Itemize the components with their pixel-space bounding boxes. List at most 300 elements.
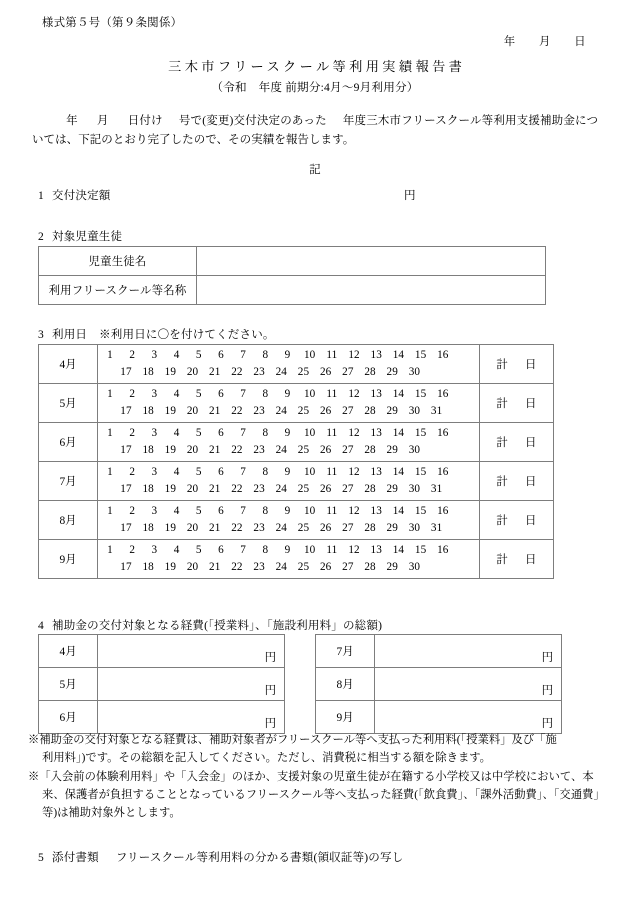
calendar-day-row-first xyxy=(103,464,474,481)
calendar-day-row-first xyxy=(103,347,474,364)
day-number[interactable]: 8 xyxy=(262,544,269,556)
day-number[interactable]: 12 xyxy=(348,349,360,361)
expense-amount-cell[interactable] xyxy=(375,635,562,668)
day-number[interactable]: 7 xyxy=(240,544,246,556)
day-number[interactable]: 15 xyxy=(414,349,427,361)
table-row xyxy=(39,635,285,668)
calendar-total-cell[interactable] xyxy=(480,540,554,579)
day-number[interactable]: 15 xyxy=(414,505,427,517)
note-2-line-1: ※「入会前の体験利用料」や「入会金」のほか、支援対象の児童生徒が在籍する小学校又は中学校において、本 xyxy=(28,770,594,783)
student-row-label: 利用フリースクール等名称 xyxy=(39,276,197,305)
calendar-month-label: 8月 xyxy=(39,501,98,540)
day-number[interactable]: 3 xyxy=(151,505,158,517)
section-2-label: 対象児童生徒 xyxy=(52,231,123,243)
day-number[interactable]: 2 xyxy=(129,544,136,556)
calendar-day-row-second xyxy=(103,559,474,576)
day-number[interactable]: 13 xyxy=(370,466,382,478)
day-number[interactable]: 4 xyxy=(173,388,180,400)
day-number[interactable]: 8 xyxy=(262,505,269,517)
day-number[interactable]: 12 xyxy=(348,505,360,517)
expense-amount-cell[interactable] xyxy=(98,668,285,701)
calendar-total-cell[interactable] xyxy=(480,501,554,540)
table-row xyxy=(39,501,554,540)
note-2 xyxy=(28,768,606,823)
section-3-label: 利用日 xyxy=(52,329,88,341)
calendar-total-cell[interactable] xyxy=(480,384,554,423)
day-number[interactable]: 28 xyxy=(364,365,376,378)
day-number[interactable]: 23 xyxy=(253,404,265,417)
calendar-day-cells[interactable] xyxy=(98,540,480,579)
day-number[interactable]: 26 xyxy=(319,482,332,495)
day-number[interactable]: 27 xyxy=(342,482,354,495)
day-number[interactable]: 14 xyxy=(392,505,405,517)
day-number[interactable]: 29 xyxy=(386,560,398,573)
expense-right-body xyxy=(316,635,562,734)
day-number[interactable]: 24 xyxy=(275,404,287,417)
day-number[interactable]: 15 xyxy=(414,427,427,439)
calendar-day-row-second xyxy=(103,364,474,381)
section-3-note: ※利用日に〇を付けてください。 xyxy=(99,329,275,341)
day-number[interactable]: 25 xyxy=(297,560,310,573)
day-number[interactable]: 5 xyxy=(195,349,202,361)
day-number[interactable]: 2 xyxy=(129,349,136,361)
day-number[interactable]: 14 xyxy=(392,466,405,478)
section-1-unit: 円 xyxy=(404,190,416,202)
day-number[interactable]: 16 xyxy=(437,349,449,361)
day-number[interactable]: 31 xyxy=(430,482,443,495)
day-number[interactable]: 28 xyxy=(364,560,376,573)
day-number[interactable]: 1 xyxy=(107,388,113,400)
day-number[interactable]: 30 xyxy=(408,560,421,573)
intro-month: 月 xyxy=(96,115,109,127)
total-label: 計 xyxy=(496,515,508,527)
day-number[interactable]: 19 xyxy=(164,443,177,456)
day-number[interactable]: 26 xyxy=(319,404,332,417)
day-number[interactable]: 10 xyxy=(303,388,316,400)
table-row xyxy=(39,668,285,701)
day-number[interactable]: 27 xyxy=(342,560,354,573)
day-unit-label: 日 xyxy=(525,554,537,566)
day-number[interactable]: 11 xyxy=(326,388,338,400)
day-number[interactable]: 2 xyxy=(129,427,136,439)
day-number[interactable]: 21 xyxy=(209,521,221,534)
student-row-label: 児童生徒名 xyxy=(39,247,197,276)
total-label: 計 xyxy=(496,476,508,488)
total-label: 計 xyxy=(496,398,508,410)
section-1-heading xyxy=(38,187,111,203)
day-number[interactable]: 12 xyxy=(348,466,360,478)
calendar-total-cell[interactable] xyxy=(480,423,554,462)
date-month-label: 月 xyxy=(539,36,551,48)
day-number[interactable]: 28 xyxy=(364,482,376,495)
expense-table-left xyxy=(38,634,285,734)
day-number[interactable]: 4 xyxy=(173,427,180,439)
section-4-label: 補助金の交付対象となる経費(「授業料」、「施設利用料」の総額) xyxy=(52,620,383,632)
calendar-day-row-first xyxy=(103,542,474,559)
day-number[interactable]: 3 xyxy=(151,388,158,400)
expense-month-label: 8月 xyxy=(316,668,375,701)
section-2-heading xyxy=(38,228,122,244)
section-5-number: 5 xyxy=(38,852,44,864)
document-title: 三木市フリースクール等利用実績報告書 xyxy=(168,59,466,74)
currency-unit-label: 円 xyxy=(264,685,276,697)
currency-unit-label: 円 xyxy=(541,685,553,697)
day-number[interactable]: 5 xyxy=(195,505,202,517)
expense-month-label: 4月 xyxy=(39,635,98,668)
day-number[interactable]: 30 xyxy=(408,365,421,378)
calendar-month-label: 7月 xyxy=(39,462,98,501)
day-number[interactable]: 12 xyxy=(348,388,360,400)
calendar-total-cell[interactable] xyxy=(480,462,554,501)
calendar-day-row-second xyxy=(103,403,474,420)
day-number[interactable]: 7 xyxy=(240,505,246,517)
day-number[interactable]: 11 xyxy=(326,349,338,361)
day-number[interactable]: 2 xyxy=(129,466,136,478)
day-number[interactable]: 15 xyxy=(414,388,427,400)
expense-amount-cell[interactable] xyxy=(375,668,562,701)
day-number[interactable]: 30 xyxy=(408,404,421,417)
day-number[interactable]: 8 xyxy=(262,388,269,400)
day-number[interactable]: 26 xyxy=(319,521,332,534)
expense-month-label: 6月 xyxy=(39,701,98,734)
day-number[interactable]: 21 xyxy=(209,482,221,495)
day-number[interactable]: 23 xyxy=(253,365,265,378)
section-5-value: フリースクール等利用料の分かる書類(領収証等)の写し xyxy=(115,852,404,864)
day-number[interactable]: 29 xyxy=(386,482,398,495)
calendar-month-label: 5月 xyxy=(39,384,98,423)
calendar-day-cells[interactable] xyxy=(98,345,480,384)
day-number[interactable]: 13 xyxy=(370,427,382,439)
day-number[interactable]: 21 xyxy=(209,365,221,378)
day-number[interactable]: 9 xyxy=(284,544,291,556)
day-number[interactable]: 20 xyxy=(186,482,199,495)
day-number[interactable]: 11 xyxy=(326,505,338,517)
calendar-day-row-first xyxy=(103,386,474,403)
day-number[interactable]: 7 xyxy=(240,466,246,478)
day-number[interactable]: 24 xyxy=(275,443,287,456)
day-number[interactable]: 28 xyxy=(364,404,376,417)
day-number[interactable]: 14 xyxy=(392,544,405,556)
day-unit-label: 日 xyxy=(525,476,537,488)
day-number[interactable]: 17 xyxy=(120,443,132,456)
day-number[interactable]: 29 xyxy=(386,443,398,456)
currency-unit-label: 円 xyxy=(264,652,276,664)
day-number[interactable]: 7 xyxy=(240,388,246,400)
total-label: 計 xyxy=(496,554,508,566)
day-number[interactable]: 23 xyxy=(253,560,265,573)
day-number[interactable]: 23 xyxy=(253,482,265,495)
day-number[interactable]: 12 xyxy=(348,544,360,556)
day-number[interactable]: 17 xyxy=(120,521,132,534)
total-label: 計 xyxy=(496,437,508,449)
currency-unit-label: 円 xyxy=(264,718,276,730)
expense-month-label: 5月 xyxy=(39,668,98,701)
day-number[interactable]: 5 xyxy=(195,427,202,439)
day-number[interactable]: 23 xyxy=(253,443,265,456)
day-number[interactable]: 28 xyxy=(364,443,376,456)
day-number[interactable]: 19 xyxy=(164,482,177,495)
day-unit-label: 日 xyxy=(525,515,537,527)
day-number[interactable]: 17 xyxy=(120,365,132,378)
date-year-label: 年 xyxy=(503,36,516,48)
section-1-label: 交付決定額 xyxy=(52,190,111,202)
section-3-heading xyxy=(38,326,275,342)
day-number[interactable]: 8 xyxy=(262,349,269,361)
day-number[interactable]: 7 xyxy=(240,427,246,439)
day-number[interactable]: 19 xyxy=(164,404,177,417)
day-number[interactable]: 5 xyxy=(195,388,202,400)
intro-day-suffix: 日付け xyxy=(127,115,163,127)
day-number[interactable]: 12 xyxy=(348,427,360,439)
day-number[interactable]: 13 xyxy=(370,544,382,556)
day-number[interactable]: 2 xyxy=(129,388,136,400)
table-row xyxy=(316,701,562,734)
day-unit-label: 日 xyxy=(525,359,537,371)
day-number[interactable]: 30 xyxy=(408,482,421,495)
note-2-line-3: 等)は補助対象外とします。 xyxy=(42,807,181,820)
note-2-line-2: 来、保護者が負担することとなっているフリースクール等へ支払った経費(「飲食費」、「課外活動費」、「交通費」 xyxy=(42,788,605,801)
day-number[interactable]: 1 xyxy=(107,505,113,517)
day-unit-label: 日 xyxy=(525,398,537,410)
day-number[interactable]: 31 xyxy=(430,521,443,534)
day-number[interactable]: 29 xyxy=(386,404,398,417)
day-number[interactable]: 5 xyxy=(195,466,202,478)
day-number[interactable]: 3 xyxy=(151,466,158,478)
day-number[interactable]: 14 xyxy=(392,349,405,361)
day-number[interactable]: 16 xyxy=(437,544,449,556)
day-number[interactable]: 17 xyxy=(120,482,132,495)
day-number[interactable]: 22 xyxy=(231,521,243,534)
day-number[interactable]: 23 xyxy=(253,521,265,534)
day-number[interactable]: 20 xyxy=(186,560,199,573)
day-number[interactable]: 22 xyxy=(231,443,243,456)
day-number[interactable]: 3 xyxy=(151,427,158,439)
day-number[interactable]: 22 xyxy=(231,404,243,417)
day-number[interactable]: 20 xyxy=(186,365,199,378)
day-number[interactable]: 1 xyxy=(107,466,113,478)
day-number[interactable]: 26 xyxy=(319,365,332,378)
day-number[interactable]: 27 xyxy=(342,365,354,378)
expense-amount-cell[interactable] xyxy=(98,701,285,734)
day-number[interactable]: 1 xyxy=(107,349,113,361)
section-1-number: 1 xyxy=(38,190,44,202)
section-4-heading xyxy=(38,617,382,633)
table-row xyxy=(39,276,546,305)
day-number[interactable]: 22 xyxy=(231,482,243,495)
table-row xyxy=(39,345,554,384)
day-number[interactable]: 4 xyxy=(173,544,180,556)
student-row-value[interactable] xyxy=(197,276,546,305)
day-number[interactable]: 14 xyxy=(392,427,405,439)
day-number[interactable]: 9 xyxy=(284,349,291,361)
day-number[interactable]: 22 xyxy=(231,365,243,378)
day-number[interactable]: 6 xyxy=(218,388,224,400)
day-number[interactable]: 24 xyxy=(275,365,287,378)
section-5-label: 添付書類 xyxy=(52,852,99,864)
day-number[interactable]: 17 xyxy=(120,404,132,417)
expense-amount-cell[interactable] xyxy=(98,635,285,668)
expense-amount-cell[interactable] xyxy=(375,701,562,734)
day-number[interactable]: 21 xyxy=(209,443,221,456)
day-number[interactable]: 14 xyxy=(392,388,405,400)
day-number[interactable]: 21 xyxy=(209,404,221,417)
day-number[interactable]: 27 xyxy=(342,404,354,417)
student-row-value[interactable] xyxy=(197,247,546,276)
day-number[interactable]: 27 xyxy=(342,443,354,456)
expense-month-label: 9月 xyxy=(316,701,375,734)
day-number[interactable]: 18 xyxy=(142,560,154,573)
day-number[interactable]: 18 xyxy=(142,482,154,495)
day-number[interactable]: 26 xyxy=(319,443,332,456)
day-number[interactable]: 10 xyxy=(303,427,316,439)
calendar-month-label: 9月 xyxy=(39,540,98,579)
section-3-number: 3 xyxy=(38,329,44,341)
table-row xyxy=(39,423,554,462)
usage-days-table xyxy=(38,344,554,579)
expense-table-right xyxy=(315,634,562,734)
day-number[interactable]: 20 xyxy=(186,404,199,417)
day-number[interactable]: 3 xyxy=(151,349,158,361)
calendar-day-cells[interactable] xyxy=(98,462,480,501)
day-number[interactable]: 17 xyxy=(120,560,132,573)
day-number[interactable]: 6 xyxy=(218,544,224,556)
day-number[interactable]: 18 xyxy=(142,443,154,456)
calendar-month-label: 4月 xyxy=(39,345,98,384)
day-number[interactable]: 10 xyxy=(303,349,316,361)
day-number[interactable]: 30 xyxy=(408,443,421,456)
day-number[interactable]: 20 xyxy=(186,521,199,534)
day-number[interactable]: 25 xyxy=(297,365,310,378)
day-number[interactable]: 22 xyxy=(231,560,243,573)
day-number[interactable]: 18 xyxy=(142,404,154,417)
calendar-day-row-first xyxy=(103,503,474,520)
calendar-day-row-second xyxy=(103,520,474,537)
day-number[interactable]: 7 xyxy=(240,349,246,361)
intro-year: 年 xyxy=(66,115,78,127)
day-number[interactable]: 8 xyxy=(262,427,269,439)
table-row xyxy=(39,462,554,501)
total-label: 計 xyxy=(496,359,508,371)
day-number[interactable]: 13 xyxy=(370,388,382,400)
calendar-month-label: 6月 xyxy=(39,423,98,462)
day-number[interactable]: 6 xyxy=(218,427,224,439)
day-number[interactable]: 11 xyxy=(326,427,338,439)
calendar-day-row-second xyxy=(103,442,474,459)
day-number[interactable]: 15 xyxy=(414,466,427,478)
day-number[interactable]: 19 xyxy=(164,365,177,378)
day-number[interactable]: 5 xyxy=(195,544,202,556)
document-subtitle: （令和 年度 前期分:4月～9月利用分） xyxy=(211,81,419,94)
day-number[interactable]: 19 xyxy=(164,521,177,534)
day-number[interactable]: 26 xyxy=(319,560,332,573)
day-number[interactable]: 9 xyxy=(284,427,291,439)
intro-number-suffix: 号で(変更)交付決定のあった xyxy=(178,115,327,127)
day-number[interactable]: 19 xyxy=(164,560,177,573)
day-number[interactable]: 16 xyxy=(437,388,449,400)
day-number[interactable]: 4 xyxy=(173,505,180,517)
calendar-day-row-first xyxy=(103,425,474,442)
day-number[interactable]: 6 xyxy=(218,466,224,478)
day-number[interactable]: 24 xyxy=(275,560,287,573)
day-number[interactable]: 11 xyxy=(326,544,338,556)
day-number[interactable]: 11 xyxy=(326,466,338,478)
day-number[interactable]: 27 xyxy=(342,521,354,534)
day-number[interactable]: 28 xyxy=(364,521,376,534)
calendar-day-row-second xyxy=(103,481,474,498)
day-number[interactable]: 16 xyxy=(437,466,449,478)
day-number[interactable]: 1 xyxy=(107,427,113,439)
expense-left-body xyxy=(39,635,285,734)
day-number[interactable]: 24 xyxy=(275,521,287,534)
intro-paragraph xyxy=(32,112,598,150)
date-day-label: 日 xyxy=(574,36,586,48)
section-4-number: 4 xyxy=(38,620,44,632)
day-number[interactable]: 18 xyxy=(142,365,154,378)
form-number: 様式第５号（第９条関係） xyxy=(42,17,183,29)
expense-month-label: 7月 xyxy=(316,635,375,668)
day-number[interactable]: 4 xyxy=(173,349,180,361)
currency-unit-label: 円 xyxy=(541,718,553,730)
day-number[interactable]: 31 xyxy=(430,404,443,417)
day-number[interactable]: 25 xyxy=(297,482,310,495)
table-row xyxy=(316,668,562,701)
table-row xyxy=(39,247,546,276)
day-number[interactable]: 2 xyxy=(129,505,136,517)
header-date-line xyxy=(504,33,586,49)
day-number[interactable]: 9 xyxy=(284,505,291,517)
day-number[interactable]: 15 xyxy=(414,544,427,556)
day-number[interactable]: 18 xyxy=(142,521,154,534)
day-number[interactable]: 29 xyxy=(386,365,398,378)
day-number[interactable]: 8 xyxy=(262,466,269,478)
day-number[interactable]: 16 xyxy=(437,427,449,439)
day-number[interactable]: 13 xyxy=(370,349,382,361)
day-number[interactable]: 6 xyxy=(218,505,224,517)
student-table-body xyxy=(39,247,546,305)
day-number[interactable]: 3 xyxy=(151,544,158,556)
day-number[interactable]: 24 xyxy=(275,482,287,495)
day-number[interactable]: 16 xyxy=(437,505,449,517)
note-1-line-1: ※補助金の交付対象となる経費は、補助対象者がフリースクール等へ支払った利用料(「授業料」及び「施 xyxy=(28,734,557,746)
day-number[interactable]: 1 xyxy=(107,544,113,556)
calendar-total-cell[interactable] xyxy=(480,345,554,384)
calendar-day-cells[interactable] xyxy=(98,423,480,462)
calendar-day-cells[interactable] xyxy=(98,501,480,540)
notes-block xyxy=(28,731,606,822)
day-number[interactable]: 10 xyxy=(303,544,316,556)
day-number[interactable]: 20 xyxy=(186,443,199,456)
table-row xyxy=(39,540,554,579)
day-number[interactable]: 9 xyxy=(284,388,291,400)
day-number[interactable]: 13 xyxy=(370,505,382,517)
day-number[interactable]: 21 xyxy=(209,560,221,573)
currency-unit-label: 円 xyxy=(541,652,553,664)
calendar-table-body xyxy=(39,345,554,579)
day-number[interactable]: 25 xyxy=(297,404,310,417)
day-number[interactable]: 10 xyxy=(303,466,316,478)
day-number[interactable]: 25 xyxy=(297,443,310,456)
day-number[interactable]: 25 xyxy=(297,521,310,534)
calendar-day-cells[interactable] xyxy=(98,384,480,423)
day-number[interactable]: 6 xyxy=(218,349,224,361)
day-number[interactable]: 9 xyxy=(284,466,291,478)
table-row xyxy=(39,701,285,734)
day-number[interactable]: 29 xyxy=(386,521,398,534)
day-number[interactable]: 4 xyxy=(173,466,180,478)
day-number[interactable]: 10 xyxy=(303,505,316,517)
section-2-number: 2 xyxy=(38,231,44,243)
day-number[interactable]: 30 xyxy=(408,521,421,534)
